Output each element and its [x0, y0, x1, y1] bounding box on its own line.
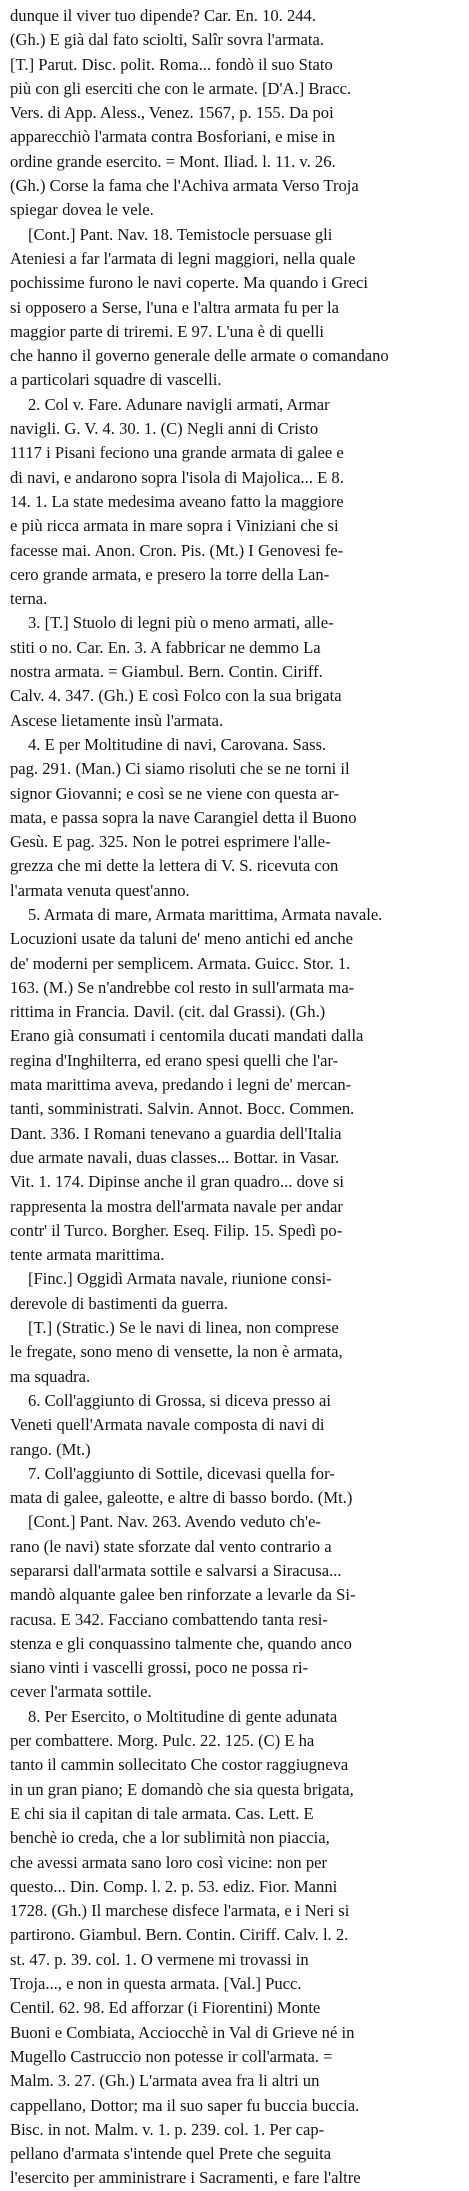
sense-3-paragraph: [10, 611, 461, 732]
text-line: (Gh.) E già dal fato sciolti, Salîr sovra l'armata.: [10, 30, 325, 50]
text-line: [Cont.] Pant. Nav. 263. Avendo veduto ch'e-: [28, 1512, 321, 1532]
sense-5-paragraph: [10, 903, 461, 1267]
text-line: 6. Coll'aggiunto di Grossa, si diceva presso ai: [28, 1390, 332, 1410]
text-line: siano vinti i vascelli grossi, poco ne possa ri-: [10, 1658, 309, 1678]
text-line: che hanno il governo generale delle armate o comandano: [10, 346, 389, 366]
text-line: due armate navali, duas classes... Bottar. in Vasar.: [10, 1147, 340, 1167]
sense-6-paragraph: [10, 1389, 461, 1462]
text-line: rittima in Francia. Davil. (cit. dal Grassi). (Gh.): [10, 1002, 326, 1022]
cont-pant-nav-paragraph: [10, 223, 461, 393]
text-line: 2. Col v. Fare. Adunare navigli armati, Armar: [28, 394, 330, 414]
text-line: derevole di bastimenti da guerra.: [10, 1293, 228, 1313]
text-line: mandò alquante galee ben rinforzate a levarle da Si-: [10, 1585, 356, 1605]
text-line: e più ricca armata in mare sopra i Viniziani che si: [10, 516, 339, 536]
text-line: Ateniesi a far l'armata di legni maggiori, nella quale: [10, 248, 356, 268]
text-line: si opposero a Serse, l'una e l'altra armata fu per la: [10, 297, 339, 317]
text-line: Centil. 62. 98. Ed afforzar (i Fiorentini) Monte: [10, 1998, 321, 2018]
text-line: [T.] Parut. Disc. polit. Roma... fondò il suo Stato: [10, 54, 333, 74]
sense-4-paragraph: [10, 733, 461, 903]
text-line: benchè io creda, che a lor sublimità non piaccia,: [10, 1828, 330, 1848]
text-line: Dant. 336. I Romani tenevano a guardia dell'Italia: [10, 1123, 342, 1143]
text-line: Erano già consumati i centomila ducati mandati dalla: [10, 1026, 364, 1046]
text-line: Malm. 3. 27. (Gh.) L'armata avea fra li altri un: [10, 2071, 320, 2091]
text-line: separarsi dall'armata sottile e salvarsi a Siracusa...: [10, 1561, 342, 1580]
text-line: Locuzioni usate da taluni de' meno antichi ed anche: [10, 929, 354, 949]
text-line: Vit. 1. 174. Dipinse anche il gran quadro... dove si: [10, 1172, 345, 1192]
text-line: di navi, e andarono sopra l'isola di Majolica... E 8.: [10, 467, 344, 487]
text-line: tente armata marittima.: [10, 1245, 165, 1265]
text-line: 163. (M.) Se n'andrebbe col resto in sull'armata ma-: [10, 977, 355, 997]
sense-8-paragraph: [10, 1705, 461, 2191]
text-line: Vers. di App. Aless., Venez. 1567, p. 155. Da poi: [10, 103, 334, 123]
text-line: 14. 1. La state medesima aveano fatto la maggiore: [10, 491, 344, 511]
text-line: 1728. (Gh.) Il marchese disfece l'armata, e i Neri si: [10, 1901, 350, 1921]
sense-2-paragraph: [10, 393, 461, 612]
text-line: regina d'Inghilterra, ed erano spesi quelli che l'ar-: [10, 1050, 339, 1070]
text-line: rano (le navi) state sforzate dal vento contrario a: [10, 1536, 332, 1556]
text-line: Bisc. in not. Malm. v. 1. p. 239. col. 1. Per cap-: [10, 2119, 325, 2139]
text-line: 3. [T.] Stuolo di legni più o meno armati, alle-: [28, 613, 334, 633]
text-line: de' moderni per semplicem. Armata. Guicc. Stor. 1.: [10, 953, 351, 973]
text-line: signor Giovanni; e così se ne viene con questa ar-: [10, 783, 340, 803]
cont-pant-nav-263-paragraph: [10, 1510, 461, 1704]
text-line: 7. Coll'aggiunto di Sottile, dicevasi quella for-: [28, 1463, 335, 1483]
text-line: questo... Din. Comp. l. 2. p. 53. ediz. Fior. Manni: [10, 1876, 338, 1896]
text-line: cero grande armata, e presero la torre della Lan-: [10, 564, 330, 584]
text-line: 1117 i Pisani feciono una grande armata di galee e: [10, 443, 344, 463]
text-line: 5. Armata di mare, Armata marittima, Armata navale.: [28, 904, 383, 924]
text-line: stiti o no. Car. En. 3. A fabbricar ne demmo La: [10, 637, 321, 657]
text-line: spiegar dovea le vele.: [10, 200, 154, 220]
text-line: 4. E per Moltitudine di navi, Carovana. Sass.: [28, 734, 327, 754]
sense-7-paragraph: [10, 1462, 461, 1511]
text-line: maggior parte di triremi. E 97. L'una è di quelli: [10, 321, 325, 341]
text-line: ordine grande esercito. = Mont. Iliad. l. 11. v. 26.: [10, 151, 336, 171]
text-line: Buoni e Combiata, Acciocchè in Val di Grieve né in: [10, 2022, 355, 2042]
text-line: dunque il viver tuo dipende? Car. En. 10. 244.: [10, 6, 317, 25]
text-line: cever l'armata sottile.: [10, 1682, 152, 1702]
text-line: Gesù. E pag. 325. Non le potrei esprimere l'alle-: [10, 832, 331, 852]
text-line: [T.] (Stratic.) Se le navi di linea, non comprese: [28, 1318, 339, 1338]
text-line: Troja..., e non in questa armata. [Val.] Pucc.: [10, 1974, 302, 1994]
text-line: l'esercito per amministrare i Sacramenti, e fare l'altre: [10, 2168, 361, 2188]
text-line: per combattere. Morg. Pulc. 22. 125. (C) E ha: [10, 1731, 315, 1751]
text-line: pag. 291. (Man.) Ci siamo risoluti che se ne torni il: [10, 759, 350, 779]
text-line: partirono. Giambul. Bern. Contin. Ciriff. Calv. l. 2.: [10, 1925, 349, 1945]
text-line: apparecchiò l'armata contra Bosforiani, e mise in: [10, 127, 336, 147]
text-line: a particolari squadre di vascelli.: [10, 370, 222, 390]
text-line: ma squadra.: [10, 1366, 91, 1386]
text-line: pellano d'armata s'intende quel Prete che seguita: [10, 2144, 332, 2164]
text-line: terna.: [10, 589, 48, 609]
text-line: contr' il Turco. Borgher. Eseq. Filip. 15. Spedì po-: [10, 1220, 343, 1240]
text-line: 8. Per Esercito, o Moltitudine di gente adunata: [28, 1706, 338, 1726]
text-line: facesse mai. Anon. Cron. Pis. (Mt.) I Genovesi fe-: [10, 540, 344, 560]
text-line: più con gli eserciti che con le armate. [D'A.] Bracc.: [10, 78, 352, 98]
finc-paragraph: [10, 1267, 461, 1316]
text-line: E chi sia il capitan di tale armata. Cas. Lett. E: [10, 1803, 314, 1823]
text-line: nostra armata. = Giambul. Bern. Contin. Ciriff.: [10, 662, 323, 682]
text-line: racusa. E 342. Facciano combattendo tanta resi-: [10, 1609, 328, 1629]
text-line: mata marittima aveva, predando i legni de' mercan-: [10, 1075, 352, 1095]
opening-paragraph: [10, 4, 461, 223]
text-line: tanto il cammin sollecitato Che costor raggiugneva: [10, 1755, 349, 1775]
text-line: cappellano, Dottor; ma il suo saper fu buccia buccia.: [10, 2095, 360, 2115]
text-line: Calv. 4. 347. (Gh.) E così Folco con la sua brigata: [10, 686, 342, 706]
text-line: che avessi armata sano loro così vicine: non per: [10, 1852, 328, 1872]
text-line: st. 47. p. 39. col. 1. O vermene mi trovassi in: [10, 1949, 309, 1969]
text-line: [Finc.] Oggidì Armata navale, riunione consi-: [28, 1269, 332, 1289]
text-line: rango. (Mt.): [10, 1439, 91, 1459]
text-line: Ascese lietamente insù l'armata.: [10, 710, 224, 730]
text-line: grezza che mi dette la lettera di V. S. ricevuta con: [10, 856, 339, 876]
text-line: stenza e gli conquassino talmente che, quando anco: [10, 1633, 352, 1653]
text-line: l'armata venuta quest'anno.: [10, 880, 190, 900]
strategic-paragraph: [10, 1316, 461, 1389]
text-line: navigli. G. V. 4. 30. 1. (C) Negli anni di Cristo: [10, 419, 319, 439]
text-line: Veneti quell'Armata navale composta di navi di: [10, 1415, 325, 1435]
text-line: mata, e passa sopra la nave Carangiel detta il Buono: [10, 807, 357, 827]
text-line: mata di galee, galeotte, e altre di basso bordo. (Mt.): [10, 1488, 353, 1508]
text-line: (Gh.) Corse la fama che l'Achiva armata Verso Troja: [10, 176, 359, 196]
text-line: [Cont.] Pant. Nav. 18. Temistocle persuase gli: [28, 224, 333, 244]
text-line: rappresenta la mostra dell'armata navale per andar: [10, 1196, 343, 1216]
text-line: pochissime furono le navi coperte. Ma quando i Greci: [10, 273, 369, 293]
text-line: in un gran piano; E domandò che sia questa brigata,: [10, 1779, 354, 1799]
text-line: Mugello Castruccio non potesse ir coll'armata. =: [10, 2046, 333, 2066]
text-line: tanti, somministrati. Salvin. Annot. Bocc. Commen.: [10, 1099, 355, 1119]
text-line: le fregate, sono meno di vensette, la non è armata,: [10, 1342, 343, 1362]
